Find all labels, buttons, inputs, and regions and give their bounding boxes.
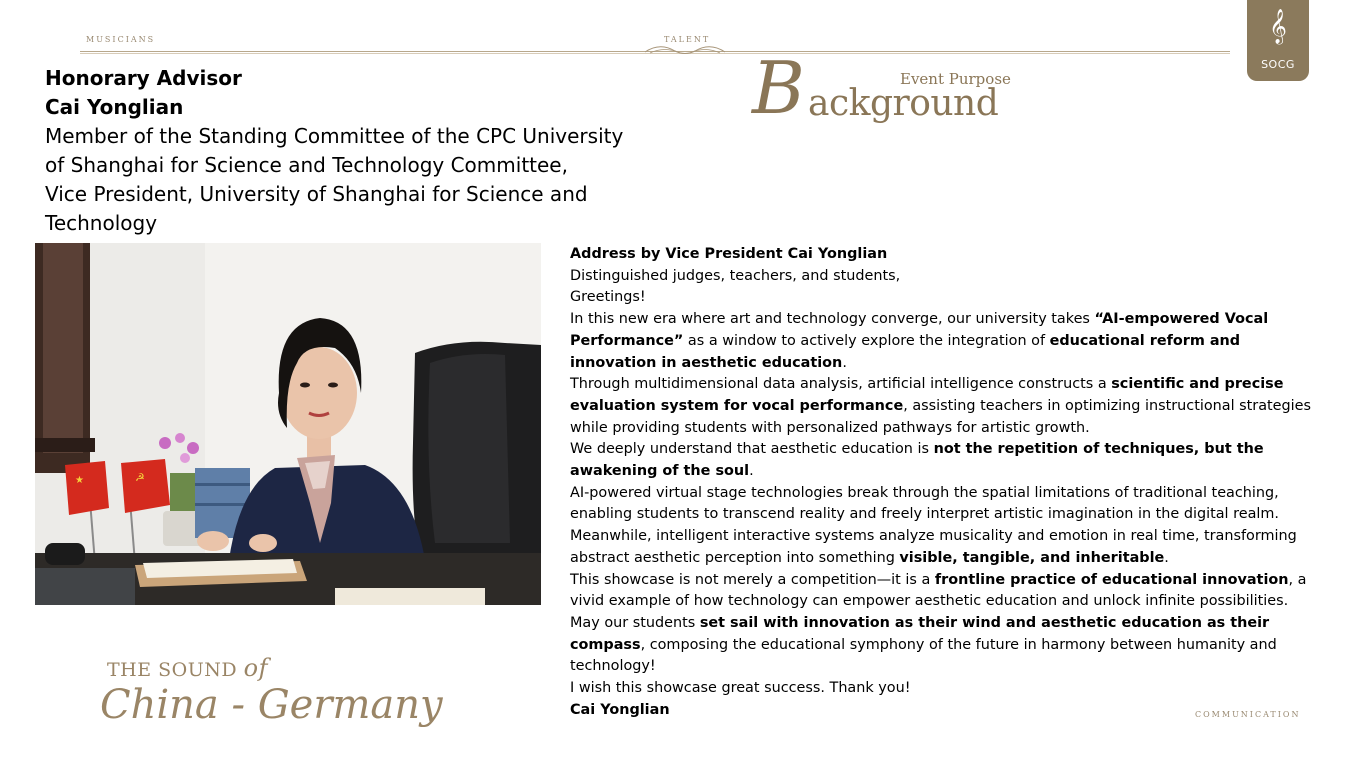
address-heading: Address by Vice President Cai Yonglian: [570, 246, 888, 262]
address-paragraph: This showcase is not merely a competition—it is a frontline practice of educational innovation, a vivid example of how technology can empower aesthetic education and unlock infinite possibilities.: [570, 571, 1307, 610]
advisor-title-line: Member of the Standing Committee of the CPC University: [45, 124, 624, 148]
address-paragraph: Meanwhile, intelligent interactive systems analyze musicality and emotion in real time, transforming abstract aesthetic perception into something visible, tangible, and inheritable.: [570, 528, 1297, 566]
treble-clef-icon: 𝄞: [1269, 9, 1287, 44]
advisor-header: [45, 64, 625, 238]
background-title-initial: B: [752, 46, 805, 130]
talent-label: TALENT: [664, 35, 711, 44]
brand-tagline: THE SOUND of: [107, 654, 268, 682]
advisor-title-line: of Shanghai for Science and Technology Committee,: [45, 153, 568, 177]
address-text: [570, 244, 1330, 721]
background-title-rest: ackground: [808, 83, 999, 124]
address-closing: I wish this showcase great success. Thank you!: [570, 680, 911, 697]
brand-name: China - Germany: [100, 682, 443, 728]
ornament-flourish: [640, 42, 730, 56]
advisor-role: Honorary Advisor: [45, 66, 242, 90]
svg-text:☭: ☭: [135, 471, 145, 484]
advisor-photo: [35, 243, 541, 605]
logo-text: SOCG: [1261, 58, 1295, 71]
address-salutation: Distinguished judges, teachers, and students,: [570, 267, 901, 284]
address-greeting: Greetings!: [570, 289, 646, 306]
address-paragraph: We deeply understand that aesthetic education is not the repetition of techniques, but the awakening of the soul.: [570, 441, 1264, 480]
address-paragraph: May our students set sail with innovation as their wind and aesthetic education as their compass, composing the educational symphony of the future in harmony between humanity and technology!: [570, 614, 1277, 675]
advisor-title-line: Technology: [45, 211, 158, 235]
address-signature: Cai Yonglian: [570, 701, 670, 718]
socg-logo: [1247, 0, 1309, 81]
address-paragraph: AI-powered virtual stage technologies break through the spatial limitations of traditional teaching, enabling students to transcend reality and freely interpret artistic imagination in the digital realm.: [570, 484, 1279, 523]
address-paragraph: In this new era where art and technology converge, our university takes “AI-empowered Vocal Performance” as a window to actively explore the integration of educational reform and innovation in aesthetic education.: [570, 311, 1269, 371]
advisor-title-line: Vice President, University of Shanghai for Science and: [45, 182, 588, 206]
musicians-label: MUSICIANS: [86, 35, 156, 44]
event-purpose-label: Event Purpose: [900, 70, 1011, 88]
communication-label: COMMUNICATION: [1195, 710, 1301, 719]
address-paragraph: Through multidimensional data analysis, artificial intelligence constructs a scientific and precise evaluation system for vocal performance, assisting teachers in optimizing instructional strategies while providing students with personalized pathways for artistic growth.: [570, 376, 1312, 436]
svg-text:★: ★: [75, 475, 84, 486]
advisor-name: Cai Yonglian: [45, 95, 184, 119]
